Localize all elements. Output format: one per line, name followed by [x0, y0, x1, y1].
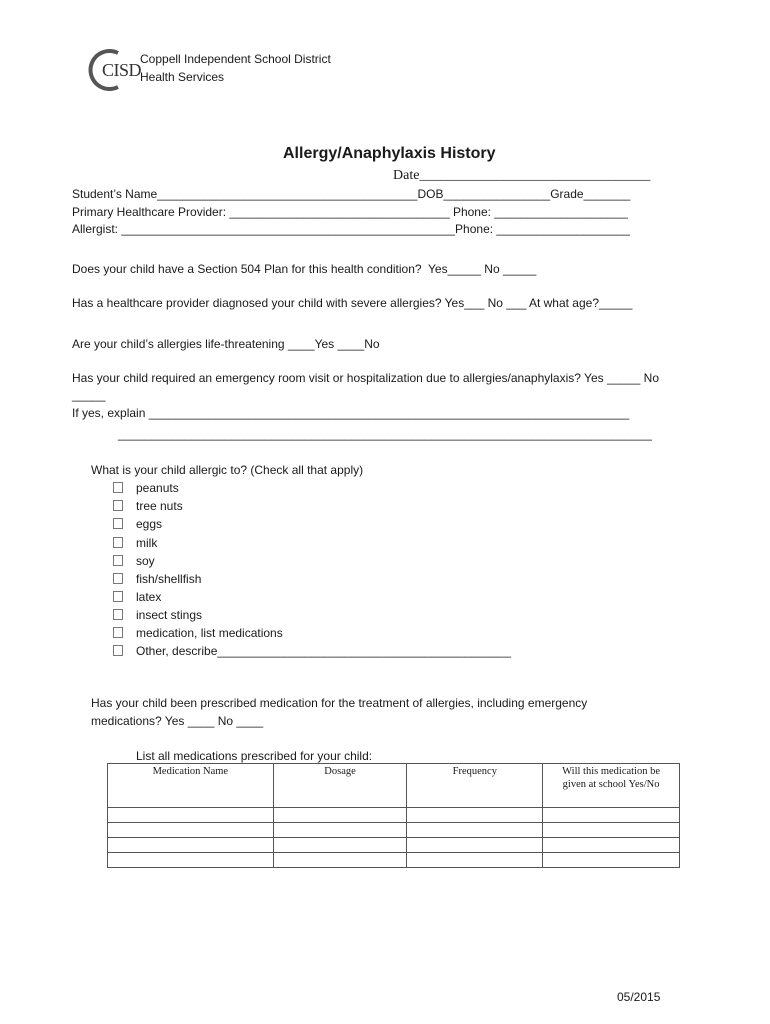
- form-title: Allergy/Anaphylaxis History: [283, 145, 496, 162]
- question-diagnosed[interactable]: Has a healthcare provider diagnosed your child with severe allergies? Yes___ No ___ At what age?_____: [72, 296, 633, 310]
- checkbox-icon[interactable]: [113, 555, 123, 566]
- allergen-eggs[interactable]: eggs: [113, 517, 123, 531]
- table-cell[interactable]: [407, 853, 543, 868]
- allergen-fish-shellfish[interactable]: fish/shellfish: [113, 572, 123, 586]
- table-cell[interactable]: [407, 808, 543, 823]
- allergen-insect-stings[interactable]: insect stings: [113, 608, 123, 622]
- checkbox-icon[interactable]: [113, 518, 123, 529]
- allergen-latex[interactable]: latex: [113, 590, 123, 604]
- allergens-prompt: What is your child allergic to? (Check all that apply): [91, 463, 364, 477]
- question-504-plan[interactable]: Does your child have a Section 504 Plan for this health condition? Yes_____ No _____: [72, 262, 537, 276]
- table-row[interactable]: [108, 853, 680, 868]
- table-cell[interactable]: [543, 823, 680, 838]
- medication-question-answer[interactable]: medications? Yes ____ No ____: [91, 714, 264, 728]
- checkbox-icon[interactable]: [113, 482, 123, 493]
- allergen-milk[interactable]: milk: [113, 536, 123, 550]
- medication-question: Has your child been prescribed medication for the treatment of allergies, including emergency: [91, 696, 588, 710]
- checkbox-icon[interactable]: [113, 627, 123, 638]
- column-header-given-at-school: Will this medication be given at school Yes/No: [543, 764, 680, 808]
- table-cell[interactable]: [407, 838, 543, 853]
- allergen-other[interactable]: Other, describe____________________________________________: [113, 644, 123, 658]
- table-cell[interactable]: [108, 808, 274, 823]
- medication-list-label: List all medications prescribed for your child:: [136, 749, 373, 763]
- org-department: Health Services: [140, 70, 225, 84]
- table-cell[interactable]: [543, 808, 680, 823]
- table-cell[interactable]: [273, 823, 407, 838]
- table-cell[interactable]: [273, 838, 407, 853]
- logo-letters: CISD: [102, 60, 142, 80]
- allergen-peanuts[interactable]: peanuts: [113, 481, 123, 495]
- allergen-medication[interactable]: medication, list medications: [113, 626, 123, 640]
- student-name-field[interactable]: Student’s Name_______________________________________DOB________________Grade_______: [72, 187, 631, 201]
- table-cell[interactable]: [543, 838, 680, 853]
- checkbox-icon[interactable]: [113, 609, 123, 620]
- column-header-dosage: Dosage: [273, 764, 407, 808]
- checkbox-icon[interactable]: [113, 537, 123, 548]
- explain-field-line2[interactable]: ________________________________________________________________________________: [118, 427, 652, 441]
- allergist-field[interactable]: Allergist: __________________________________________________Phone: ____________________: [72, 222, 630, 236]
- table-row[interactable]: [108, 838, 680, 853]
- explain-field[interactable]: If yes, explain ________________________________________________________________________: [72, 406, 630, 420]
- column-header-medication-name: Medication Name: [108, 764, 274, 808]
- table-row[interactable]: [108, 823, 680, 838]
- table-cell[interactable]: [407, 823, 543, 838]
- question-life-threatening[interactable]: Are your child’s allergies life-threatening ____Yes ____No: [72, 337, 380, 351]
- table-row[interactable]: [108, 808, 680, 823]
- checkbox-icon[interactable]: [113, 500, 123, 511]
- checkbox-icon[interactable]: [113, 591, 123, 602]
- table-cell[interactable]: [108, 838, 274, 853]
- table-cell[interactable]: [543, 853, 680, 868]
- allergen-soy[interactable]: soy: [113, 554, 123, 568]
- provider-field[interactable]: Primary Healthcare Provider: _________________________________ Phone: ____________________: [72, 205, 628, 219]
- table-cell[interactable]: [273, 853, 407, 868]
- column-header-frequency: Frequency: [407, 764, 543, 808]
- form-revision-date: 05/2015: [617, 990, 661, 1004]
- allergen-tree-nuts[interactable]: tree nuts: [113, 499, 123, 513]
- table-header-row: [108, 764, 680, 808]
- checkbox-icon[interactable]: [113, 573, 123, 584]
- district-logo: [88, 48, 142, 92]
- table-cell[interactable]: [108, 853, 274, 868]
- table-cell[interactable]: [108, 823, 274, 838]
- table-cell[interactable]: [273, 808, 407, 823]
- medication-table: [107, 763, 680, 868]
- org-name: Coppell Independent School District: [140, 52, 331, 66]
- question-emergency-room[interactable]: Has your child required an emergency room visit or hospitalization due to allergies/anaphylaxis? Yes _____ No: [72, 371, 660, 385]
- question-emergency-room-cont[interactable]: _____: [72, 388, 106, 402]
- checkbox-icon[interactable]: [113, 645, 123, 656]
- date-field[interactable]: Date_________________________________: [393, 168, 651, 183]
